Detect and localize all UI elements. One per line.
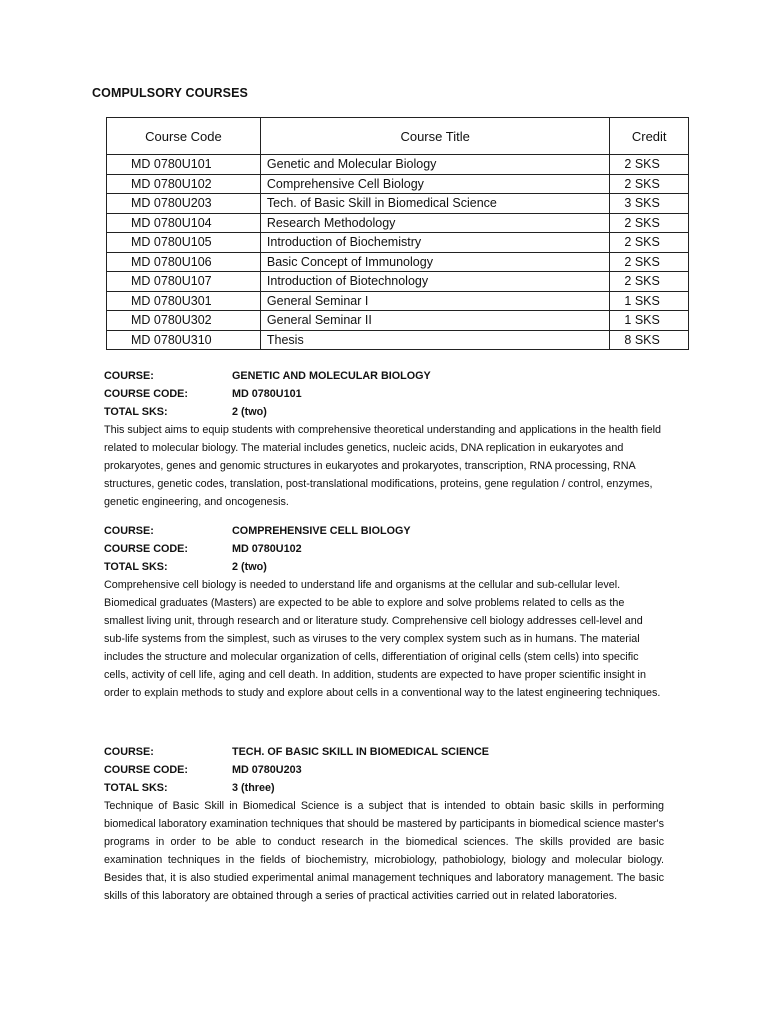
- course-name-line: [104, 743, 664, 761]
- cell-credit: 2 SKS: [610, 272, 689, 292]
- cell-title: General Seminar II: [260, 311, 610, 331]
- cell-credit: 8 SKS: [610, 330, 689, 350]
- table-row: [107, 252, 689, 272]
- total-sks-label: TOTAL SKS:: [104, 406, 168, 418]
- cell-code: MD 0780U301: [107, 291, 261, 311]
- course-code-label: COURSE CODE:: [104, 388, 188, 400]
- course-code-line: [104, 540, 664, 558]
- total-sks: 2 (two): [232, 561, 267, 573]
- cell-credit: 2 SKS: [610, 213, 689, 233]
- course-section-comprehensive-cell-biology: [104, 522, 664, 702]
- total-sks-line: [104, 403, 664, 421]
- course-table: [106, 117, 689, 350]
- cell-title: Research Methodology: [260, 213, 610, 233]
- course-code-label: COURSE CODE:: [104, 764, 188, 776]
- total-sks-label: TOTAL SKS:: [104, 561, 168, 573]
- total-sks-label: TOTAL SKS:: [104, 782, 168, 794]
- table-row: [107, 233, 689, 253]
- cell-credit: 1 SKS: [610, 311, 689, 331]
- cell-title: Introduction of Biochemistry: [260, 233, 610, 253]
- table-row: [107, 330, 689, 350]
- cell-code: MD 0780U104: [107, 213, 261, 233]
- course-label: COURSE:: [104, 746, 154, 758]
- table-row: [107, 174, 689, 194]
- course-description: This subject aims to equip students with comprehensive theoretical understanding and applications in the health field related to molecular biology. The material includes genetics, nucleic acids, DNA replication in eukaryotes and prokaryotes, genes and genomic structures in eukaryotes and prokaryotes, transcription, RNA processing, RNA structures, genetic codes, translation, post-translational modifications, proteins, gene regulation / control, enzymes, genetic engineering, and oncogenesis.: [104, 424, 661, 508]
- course-label: COURSE:: [104, 370, 154, 382]
- header-credit: Credit: [610, 118, 689, 155]
- table-row: [107, 291, 689, 311]
- cell-code: MD 0780U101: [107, 155, 261, 175]
- cell-title: Comprehensive Cell Biology: [260, 174, 610, 194]
- cell-code: MD 0780U107: [107, 272, 261, 292]
- cell-code: MD 0780U302: [107, 311, 261, 331]
- table-row: [107, 272, 689, 292]
- course-code: MD 0780U102: [232, 543, 302, 555]
- cell-code: MD 0780U102: [107, 174, 261, 194]
- cell-code: MD 0780U203: [107, 194, 261, 214]
- cell-credit: 3 SKS: [610, 194, 689, 214]
- table-row: [107, 213, 689, 233]
- cell-title: General Seminar I: [260, 291, 610, 311]
- table-row: [107, 155, 689, 175]
- cell-code: MD 0780U106: [107, 252, 261, 272]
- cell-credit: 2 SKS: [610, 233, 689, 253]
- total-sks-line: [104, 558, 664, 576]
- table-row: [107, 311, 689, 331]
- cell-credit: 2 SKS: [610, 252, 689, 272]
- course-description: Comprehensive cell biology is needed to understand life and organisms at the cellular and sub-cellular level. Biomedical graduates (Masters) are expected to be able to explore and solve problems related to cells as the smallest living unit, through research and or literature study. Comprehensive cell biology addresses cell-level and sub-life systems from the simplest, such as viruses to the very complex system such as in humans. The material includes the structure and molecular organization of cells, differentiation of original cells (stem cells) into specific cells, activity of cell life, aging and cell death. In addition, students are expected to have proper scientific insight in order to explain methods to study and explore about cells in a conventional way to the latest engineering techniques.: [104, 579, 661, 699]
- course-code: MD 0780U101: [232, 388, 302, 400]
- total-sks-line: [104, 779, 664, 797]
- course-label: COURSE:: [104, 525, 154, 537]
- course-name: TECH. OF BASIC SKILL IN BIOMEDICAL SCIENCE: [232, 746, 489, 758]
- cell-code: MD 0780U105: [107, 233, 261, 253]
- cell-title: Tech. of Basic Skill in Biomedical Science: [260, 194, 610, 214]
- course-code: MD 0780U203: [232, 764, 302, 776]
- header-course-code: Course Code: [107, 118, 261, 155]
- course-code-line: [104, 761, 664, 779]
- total-sks: 2 (two): [232, 406, 267, 418]
- course-name: GENETIC AND MOLECULAR BIOLOGY: [232, 370, 431, 382]
- cell-credit: 2 SKS: [610, 155, 689, 175]
- course-section-genetic-molecular-biology: [104, 367, 664, 511]
- course-code-label: COURSE CODE:: [104, 543, 188, 555]
- course-name-line: [104, 367, 664, 385]
- cell-title: Genetic and Molecular Biology: [260, 155, 610, 175]
- course-name-line: [104, 522, 664, 540]
- table-header-row: [107, 118, 689, 155]
- cell-title: Basic Concept of Immunology: [260, 252, 610, 272]
- cell-credit: 1 SKS: [610, 291, 689, 311]
- course-description: Technique of Basic Skill in Biomedical Science is a subject that is intended to obtain basic skills in performing biomedical laboratory examination techniques that should be mastered by participants in biomedical science master's programs in order to be able to conduct research in the biomedical sciences. The skills provided are basic examination techniques in the fields of biochemistry, microbiology, pathobiology, biology and molecular biology. Besides that, it is also studied experimental animal management techniques and laboratory management. The basic skills of this laboratory are obtained through a series of practical activities carried out in related laboratories.: [104, 800, 664, 902]
- page-heading: COMPULSORY COURSES: [92, 86, 248, 100]
- cell-title: Introduction of Biotechnology: [260, 272, 610, 292]
- course-section-basic-skill-biomedical: [104, 743, 664, 905]
- table-row: [107, 194, 689, 214]
- course-name: COMPREHENSIVE CELL BIOLOGY: [232, 525, 411, 537]
- total-sks: 3 (three): [232, 782, 275, 794]
- cell-credit: 2 SKS: [610, 174, 689, 194]
- cell-code: MD 0780U310: [107, 330, 261, 350]
- course-code-line: [104, 385, 664, 403]
- header-course-title: Course Title: [260, 118, 610, 155]
- cell-title: Thesis: [260, 330, 610, 350]
